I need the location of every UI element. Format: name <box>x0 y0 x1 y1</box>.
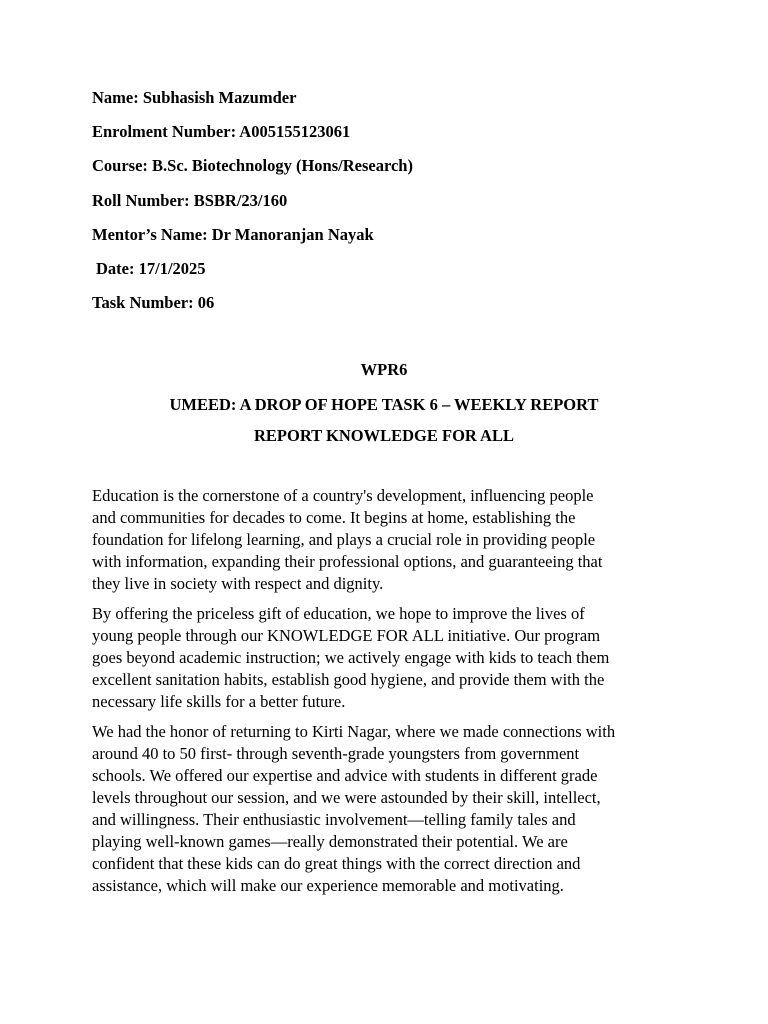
paragraph-line: with information, expanding their professional options, and guaranteeing that <box>92 552 603 571</box>
paragraph-line: levels throughout our session, and we were astounded by their skill, intellect, <box>92 788 601 807</box>
paragraph-line: assistance, which will make our experience memorable and motivating. <box>92 876 564 895</box>
paragraph-line: around 40 to 50 first- through seventh-grade youngsters from government <box>92 744 580 763</box>
paragraph-line: and willingness. Their enthusiastic involvement—telling family tales and <box>92 810 576 829</box>
report-subtitle: REPORT KNOWLEDGE FOR ALL <box>254 426 514 445</box>
paragraph-line: young people through our KNOWLEDGE FOR ALL initiative. Our program <box>92 626 601 645</box>
paragraph-line: excellent sanitation habits, establish good hygiene, and provide them with the <box>92 670 605 689</box>
paragraph-line: We had the honor of returning to Kirti Nagar, where we made connections with <box>92 722 616 741</box>
paragraph-line: confident that these kids can do great things with the correct direction and <box>92 854 581 873</box>
report-date: Date: 17/1/2025 <box>96 259 206 278</box>
paragraph-line: they live in society with respect and dignity. <box>92 574 384 593</box>
student-name: Name: Subhasish Mazumder <box>92 88 297 107</box>
paragraph-line: necessary life skills for a better future. <box>92 692 346 711</box>
paragraph-line: playing well-known games—really demonstrated their potential. We are <box>92 832 568 851</box>
task-number: Task Number: 06 <box>92 293 215 312</box>
report-title: UMEED: A DROP OF HOPE TASK 6 – WEEKLY REPORT <box>169 395 599 414</box>
paragraph-line: By offering the priceless gift of education, we hope to improve the lives of <box>92 604 585 623</box>
course: Course: B.Sc. Biotechnology (Hons/Research) <box>92 156 413 175</box>
mentor-name: Mentor’s Name: Dr Manoranjan Nayak <box>92 225 374 244</box>
paragraph-line: Education is the cornerstone of a country's development, influencing people <box>92 486 594 505</box>
paragraph-line: foundation for lifelong learning, and plays a crucial role in providing people <box>92 530 596 549</box>
paragraph-line: goes beyond academic instruction; we actively engage with kids to teach them <box>92 648 610 667</box>
paragraph-3 <box>92 721 682 897</box>
roll-number: Roll Number: BSBR/23/160 <box>92 191 288 210</box>
paragraph-1 <box>92 485 682 595</box>
paragraph-line: and communities for decades to come. It begins at home, establishing the <box>92 508 576 527</box>
report-code: WPR6 <box>360 360 408 379</box>
enrolment-number: Enrolment Number: A005155123061 <box>92 122 351 141</box>
paragraph-2 <box>92 603 682 713</box>
paragraph-line: schools. We offered our expertise and advice with students in different grade <box>92 766 598 785</box>
